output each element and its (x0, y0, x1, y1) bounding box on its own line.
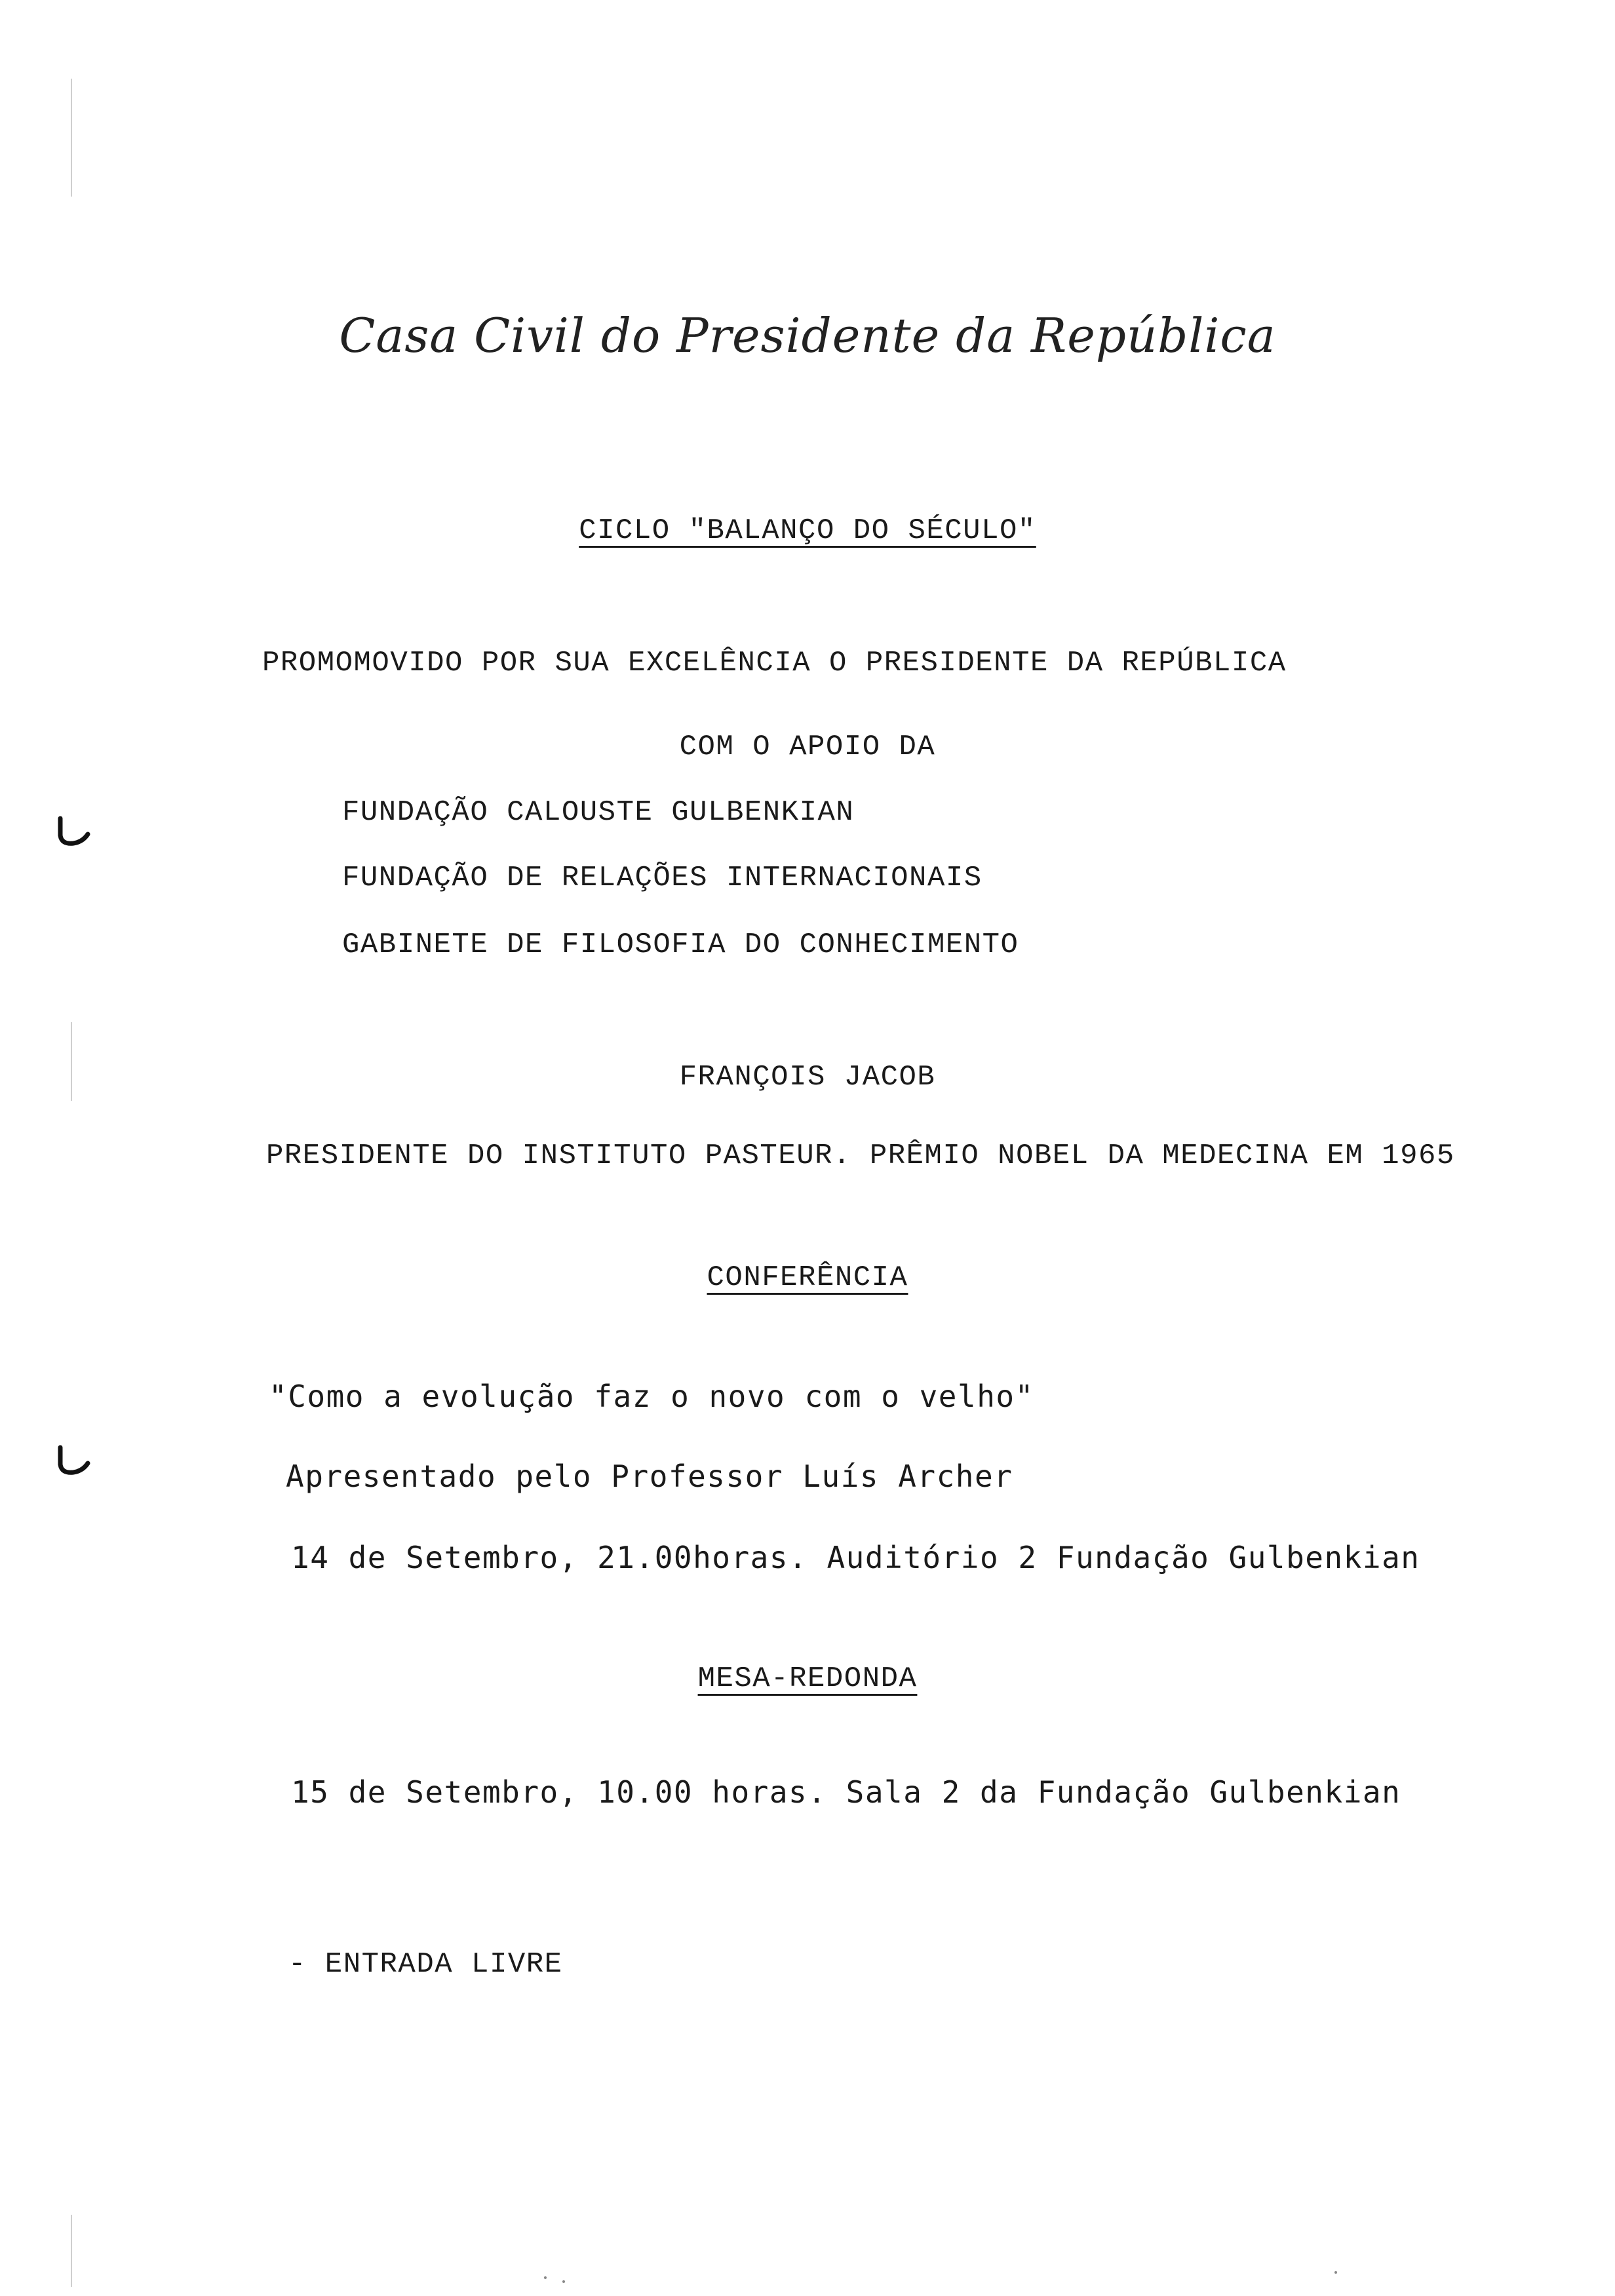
promoted-by: PROMOMOVIDO POR SUA EXCELÊNCIA O PRESIDENTE DA REPÚBLICA (262, 647, 1287, 679)
supporter-item: GABINETE DE FILOSOFIA DO CONHECIMENTO (342, 928, 1019, 961)
entry-note: - ENTRADA LIVRE (288, 1948, 563, 1981)
punch-hole-mark (47, 1445, 93, 1478)
scan-speck (562, 2280, 565, 2283)
punch-hole-mark (47, 816, 93, 849)
scan-speck (544, 2276, 547, 2279)
speaker-title: PRESIDENTE DO INSTITUTO PASTEUR. PRÊMIO NOBEL DA MEDECINA EM 1965 (266, 1139, 1455, 1172)
round-table-schedule: 15 de Setembro, 10.00 horas. Sala 2 da Fundação Gulbenkian (291, 1774, 1401, 1810)
scan-edge-line (71, 2215, 72, 2287)
presenter: Apresentado pelo Professor Luís Archer (286, 1459, 1013, 1494)
round-table-heading-text: MESA-REDONDA (697, 1662, 918, 1695)
conference-heading (0, 1263, 1615, 1292)
scan-edge-line (71, 79, 72, 197)
letterhead: Casa Civil do Presidente da República (339, 308, 1276, 363)
talk-title: "Como a evolução faz o novo com o velho" (269, 1379, 1034, 1414)
conference-schedule: 14 de Setembro, 21.00horas. Auditório 2 Fundação Gulbenkian (291, 1540, 1420, 1575)
speaker-name: FRANÇOIS JACOB (679, 1061, 936, 1094)
supporter-item: FUNDAÇÃO DE RELAÇÕES INTERNACIONAIS (342, 862, 983, 894)
cycle-title (0, 516, 1615, 545)
conference-heading-text: CONFERÊNCIA (707, 1261, 908, 1294)
supporter-item: FUNDAÇÃO CALOUSTE GULBENKIAN (342, 796, 855, 829)
cycle-title-text: CICLO "BALANÇO DO SÉCULO" (579, 514, 1036, 547)
scan-speck (1334, 2271, 1337, 2274)
support-intro: COM O APOIO DA (679, 731, 936, 763)
round-table-heading (0, 1664, 1615, 1693)
